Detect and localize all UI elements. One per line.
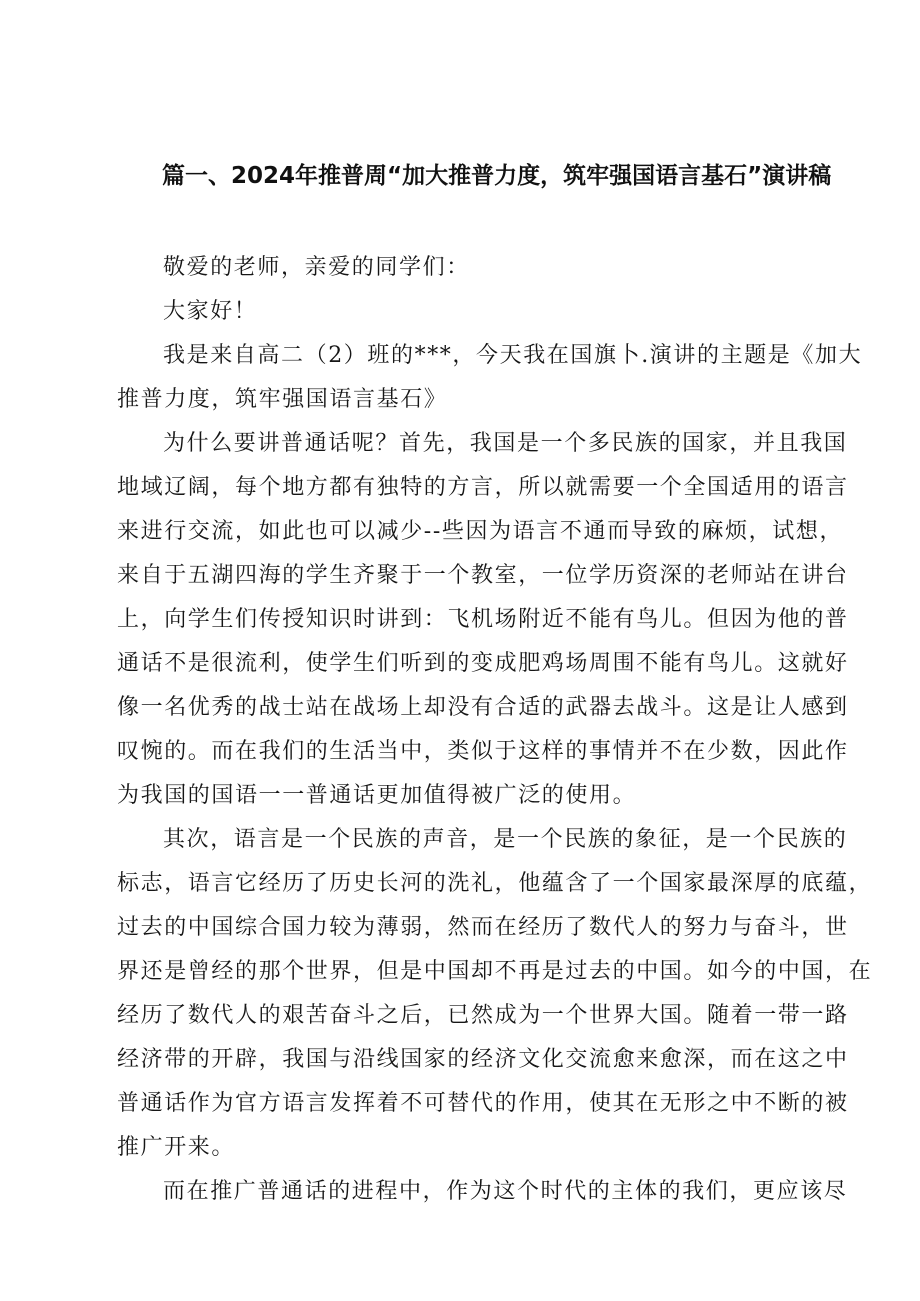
- body-line: 敬爱的老师，亲爱的同学们：: [163, 255, 470, 280]
- body-line: 大家好！: [163, 299, 258, 324]
- body-line: 来自于五湖四海的学生齐聚于一个教室，一位学历资深的老师站在讲台: [117, 563, 849, 588]
- body-line: 地域辽阔，每个地方都有独特的方言，所以就需要一个全国适用的语言: [117, 475, 849, 500]
- body-line: 经济带的开辟，我国与沿线国家的经济文化交流愈来愈深，而在这之中: [117, 1047, 849, 1072]
- body-line: 通话不是很流利，使学生们听到的变成肥鸡场周围不能有鸟儿。这就好: [117, 651, 849, 676]
- body-line: 上，向学生们传授知识时讲到：飞机场附近不能有鸟儿。但因为他的普: [117, 607, 849, 632]
- body-line: 为什么要讲普通话呢？首先，我国是一个多民族的国家，并且我国: [163, 431, 848, 456]
- body-line: 叹惋的。而在我们的生活当中，类似于这样的事情并不在少数，因此作: [117, 739, 849, 764]
- document-title: 篇一、2024年推普周“加大推普力度，筑牢强国语言基石”演讲稿: [162, 163, 832, 189]
- body-line: 界还是曾经的那个世界，但是中国却不再是过去的中国。如今的中国，在: [117, 959, 873, 984]
- body-line: 像一名优秀的战士站在战场上却没有合适的武器去战斗。这是让人感到: [117, 695, 849, 720]
- body-line: 推普力度，筑牢强国语言基石》: [117, 387, 448, 412]
- body-line: 而在推广普通话的进程中，作为这个时代的主体的我们，更应该尽: [163, 1179, 848, 1204]
- body-line: 推广开来。: [117, 1135, 236, 1160]
- body-line: 我是来自高二（2）班的***，今天我在国旗卜.演讲的主题是《加大: [163, 343, 863, 368]
- body-line: 其次，语言是一个民族的声音，是一个民族的象征，是一个民族的: [163, 827, 848, 852]
- body-line: 普通话作为官方语言发挥着不可替代的作用，使其在无形之中不断的被: [117, 1091, 849, 1116]
- document-body: [117, 246, 873, 1214]
- body-line: 标志，语言它经历了历史长河的洗礼，他蕴含了一个国家最深厚的底蕴，: [117, 871, 873, 896]
- body-line: 经历了数代人的艰苦奋斗之后，已然成为一个世界大国。随着一带一路: [117, 1003, 849, 1028]
- body-line: 来进行交流，如此也可以减少--些因为语言不通而导致的麻烦，试想，: [117, 519, 844, 544]
- body-line: 为我国的国语一一普通话更加值得被广泛的使用。: [117, 783, 637, 808]
- body-line: 过去的中国综合国力较为薄弱，然而在经历了数代人的努力与奋斗，世: [117, 915, 849, 940]
